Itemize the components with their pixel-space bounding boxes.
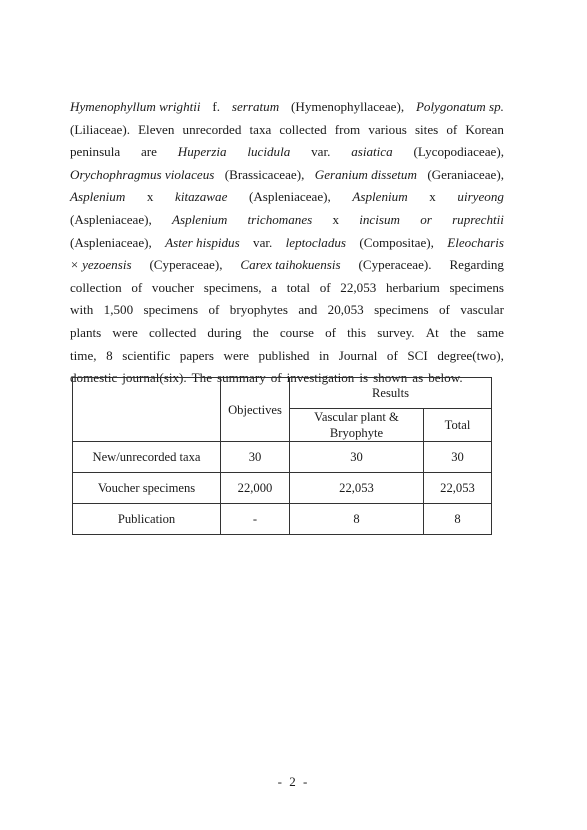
text-segment: (Lycopodiaceae),	[413, 144, 504, 160]
text-segment: (Cyperaceae).	[358, 257, 432, 273]
text-segment: (Liliaceae).	[70, 121, 130, 137]
text-segment: a	[271, 279, 278, 295]
cell-objectives: 30	[221, 442, 290, 473]
text-segment: in	[319, 347, 330, 363]
text-segment: were	[112, 324, 138, 340]
text-segment: published	[258, 347, 310, 363]
text-segment: SCI	[407, 347, 428, 363]
summary-paragraph	[70, 96, 504, 390]
header-results: Results	[290, 378, 492, 409]
text-segment: specimens	[143, 302, 199, 318]
text-segment: Asplenium	[70, 189, 126, 205]
text-segment: specimens,	[203, 279, 262, 295]
text-segment: (Hymenophyllaceae),	[291, 99, 405, 114]
text-segment: and	[298, 302, 318, 318]
investigation-summary-table	[72, 377, 492, 535]
text-segment: sites	[414, 121, 439, 137]
text-segment: collected	[279, 121, 327, 137]
text-segment: (Compositae),	[359, 234, 434, 250]
text-segment: papers	[179, 347, 214, 363]
paragraph-line	[70, 164, 504, 187]
table-row	[73, 442, 492, 473]
paragraph-line	[70, 254, 504, 277]
row-label: Publication	[73, 504, 221, 535]
table-corner-cell	[73, 378, 221, 442]
text-segment: of	[270, 370, 282, 386]
text-segment: same	[477, 324, 504, 340]
text-segment: Eleocharis	[447, 234, 504, 250]
text-segment: plants	[70, 324, 102, 340]
text-segment: The	[191, 370, 213, 386]
cell-vascular-bryophyte: 8	[290, 504, 424, 535]
cell-objectives: 22,000	[221, 473, 290, 504]
text-segment: voucher	[151, 279, 195, 295]
table-row	[73, 504, 492, 535]
text-segment: as	[412, 370, 424, 386]
text-segment: uiryeong	[457, 189, 504, 205]
text-segment: the	[449, 324, 466, 340]
text-segment: Korean	[465, 121, 504, 137]
text-segment: were	[223, 347, 249, 363]
text-segment: with	[70, 302, 94, 318]
text-segment: Geranium dissetum	[314, 166, 417, 182]
text-segment: (Aspleniaceae),	[70, 234, 152, 250]
text-segment: is	[359, 370, 369, 386]
text-segment: of	[208, 302, 220, 318]
text-segment: unrecorded	[182, 121, 242, 137]
text-segment: kitazawae	[175, 189, 228, 205]
text-segment: Aster hispidus	[165, 234, 240, 250]
text-segment: or	[420, 211, 432, 227]
cell-total: 8	[424, 504, 492, 535]
text-segment: bryophytes	[229, 302, 288, 318]
text-segment: shown	[373, 370, 408, 386]
text-segment: specimens	[449, 279, 504, 295]
cell-vascular-bryophyte: 30	[290, 442, 424, 473]
text-segment: f.	[212, 99, 221, 114]
paragraph-line	[70, 119, 504, 142]
text-segment: herbarium	[385, 279, 440, 295]
table-row	[73, 473, 492, 504]
text-segment: trichomanes	[247, 211, 313, 227]
text-segment: of	[131, 279, 143, 295]
text-segment: of	[446, 121, 458, 137]
paragraph-line	[70, 141, 504, 164]
text-segment: × yezoensis	[70, 257, 132, 273]
text-segment: lucidula	[247, 144, 291, 160]
text-segment: below.	[428, 370, 463, 386]
text-segment: x	[332, 211, 340, 227]
text-segment: x	[146, 189, 154, 205]
header-total: Total	[424, 409, 492, 442]
text-segment: journal(six).	[122, 370, 187, 386]
text-segment: collected	[148, 324, 197, 340]
text-segment: At	[425, 324, 439, 340]
text-segment: 1,500	[103, 302, 134, 318]
text-segment: of	[325, 324, 337, 340]
text-segment: leptocladus	[285, 234, 347, 250]
paragraph-line	[70, 277, 504, 300]
paragraph-line	[70, 299, 504, 322]
text-segment: time,	[70, 347, 97, 363]
paragraph-line	[70, 322, 504, 345]
text-segment: var.	[311, 144, 331, 160]
text-segment: various	[368, 121, 407, 137]
text-segment: Eleven	[138, 121, 175, 137]
text-segment: (Aspleniaceae),	[248, 189, 331, 205]
text-segment: investigation	[286, 370, 355, 386]
text-segment: 22,053	[340, 279, 377, 295]
paragraph-line	[70, 232, 504, 255]
text-segment: domestic	[70, 370, 118, 386]
text-segment: 20,053	[327, 302, 364, 318]
cell-objectives: -	[221, 504, 290, 535]
text-segment: incisum	[359, 211, 400, 227]
text-segment: during	[207, 324, 242, 340]
text-segment: Huperzia	[177, 144, 227, 160]
text-segment: Asplenium	[352, 189, 408, 205]
cell-total: 22,053	[424, 473, 492, 504]
text-segment: of	[386, 347, 398, 363]
text-segment: the	[252, 324, 269, 340]
text-segment: of	[319, 279, 331, 295]
text-segment: Carex taihokuensis	[240, 257, 341, 273]
cell-total: 30	[424, 442, 492, 473]
text-segment: (Brassicaceae),	[224, 166, 305, 182]
text-segment: scientific	[122, 347, 171, 363]
text-segment: Regarding	[449, 257, 504, 273]
text-segment: from	[334, 121, 361, 137]
text-segment: peninsula	[70, 144, 121, 160]
text-segment: x	[429, 189, 436, 205]
text-segment: (Aspleniaceae),	[70, 211, 152, 227]
text-segment: (Cyperaceae),	[149, 257, 223, 273]
text-segment: taxa	[249, 121, 272, 137]
text-segment: (Geraniaceae),	[427, 166, 504, 182]
text-segment: Orychophragmus violaceus	[70, 166, 215, 182]
text-segment: of	[439, 302, 450, 318]
paragraph-line	[70, 96, 504, 119]
text-segment: degree(two),	[437, 347, 504, 363]
paragraph-line	[70, 209, 504, 232]
text-segment: specimens	[374, 302, 429, 318]
text-segment: 8	[106, 347, 113, 363]
text-segment: serratum	[231, 99, 280, 114]
text-segment: survey.	[377, 324, 415, 340]
text-segment: Journal	[338, 347, 378, 363]
paragraph-line	[70, 186, 504, 209]
text-segment: this	[347, 324, 367, 340]
text-segment: ruprechtii	[452, 211, 504, 227]
text-segment: total	[286, 279, 311, 295]
cell-vascular-bryophyte: 22,053	[290, 473, 424, 504]
row-label: New/unrecorded taxa	[73, 442, 221, 473]
text-segment: asiatica	[351, 144, 393, 160]
header-vascular-bryophyte: Vascular plant & Bryophyte	[290, 409, 424, 442]
text-segment: Hymenophyllum wrightii	[70, 99, 201, 114]
page-number: - 2 -	[277, 774, 310, 789]
paragraph-line	[70, 345, 504, 368]
text-segment: course	[279, 324, 314, 340]
text-segment: vascular	[460, 302, 504, 318]
text-segment: collection	[70, 279, 122, 295]
text-segment: summary	[217, 370, 266, 386]
text-segment: var.	[253, 234, 273, 250]
text-segment: are	[141, 144, 157, 160]
text-segment: Polygonatum sp.	[415, 99, 504, 114]
header-objectives: Objectives	[221, 378, 290, 442]
text-segment: Asplenium	[172, 211, 228, 227]
row-label: Voucher specimens	[73, 473, 221, 504]
